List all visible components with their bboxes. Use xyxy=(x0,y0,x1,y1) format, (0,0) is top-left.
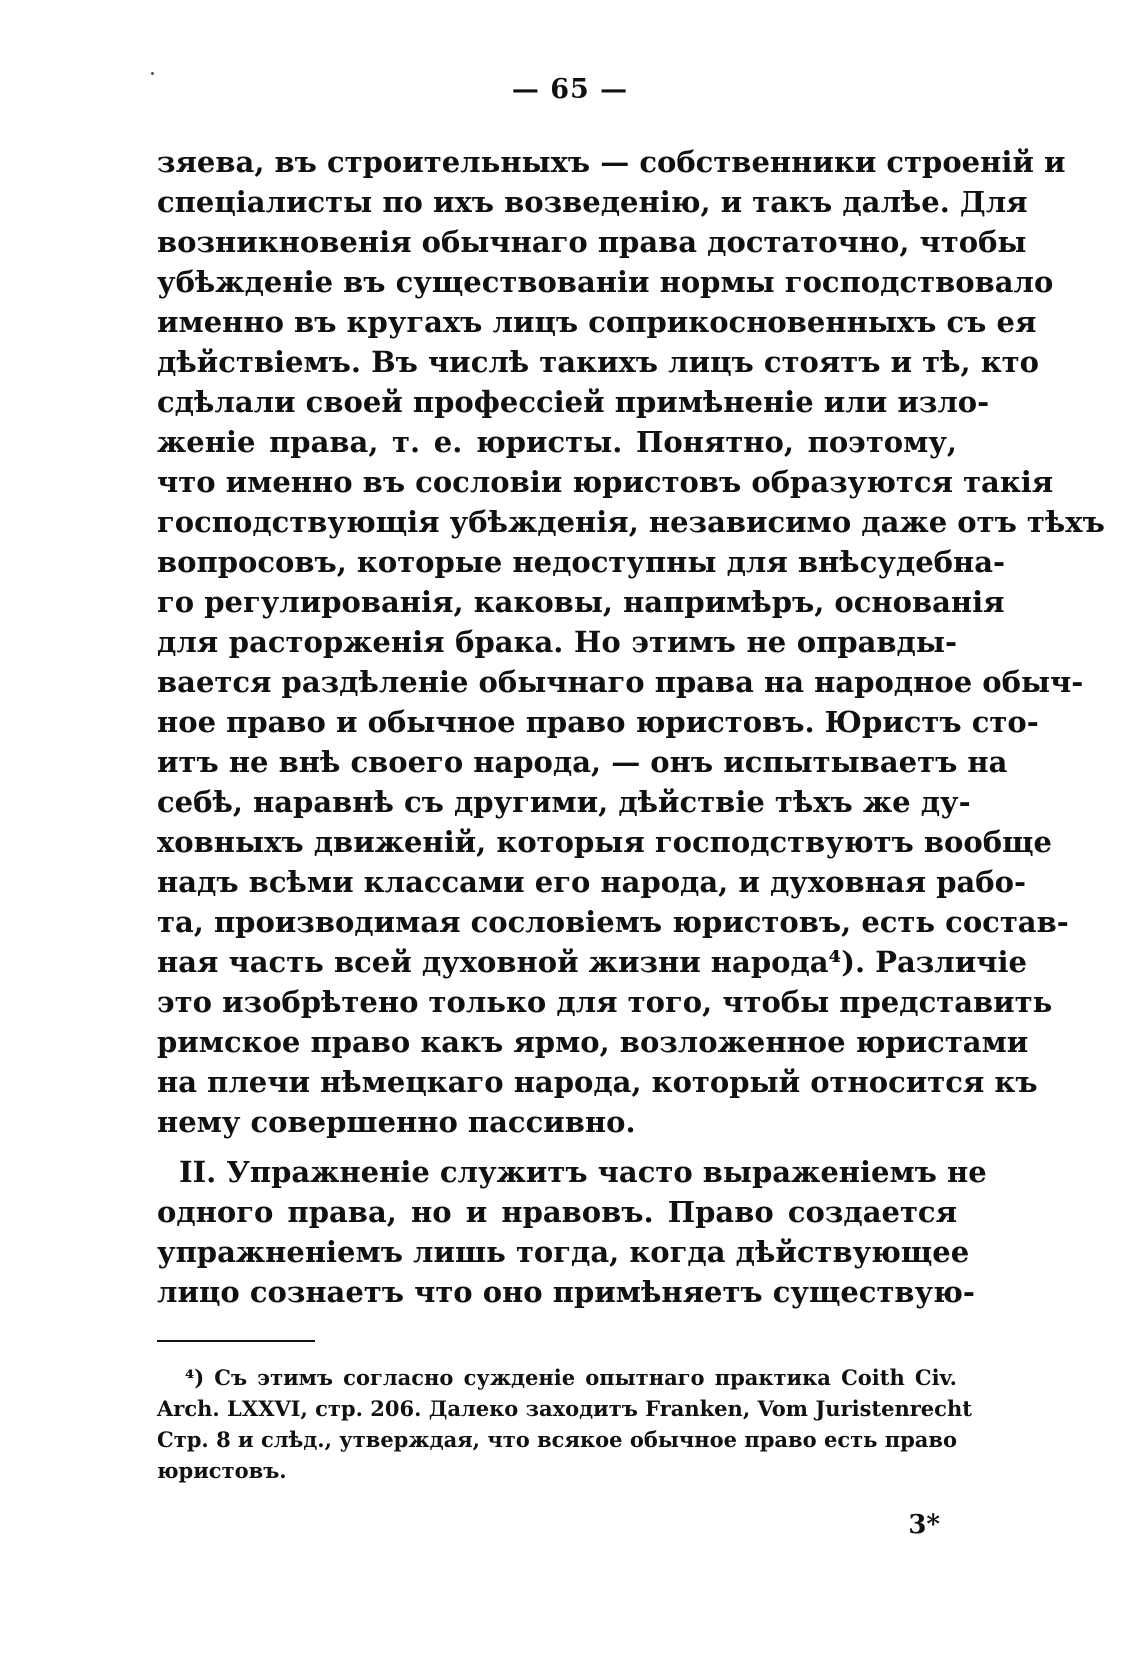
footnote xyxy=(157,1362,972,1486)
text-line: это изобрѣтено только для того, чтобы представить xyxy=(157,985,1053,1019)
text-line: II. Упражненіе служитъ часто выраженіемъ не xyxy=(179,1155,987,1189)
paragraph-1 xyxy=(157,142,1105,1142)
text-line: вается раздѣленіе обычнаго права на народное обыч- xyxy=(157,665,1084,699)
text-line: вопросовъ, которые недоступны для внѣсудебна- xyxy=(157,545,1006,579)
text-line: го регулированія, каковы, напримѣръ, основанія xyxy=(157,585,1005,619)
text-line: римское право какъ ярмо, возложенное юристами xyxy=(157,1025,1029,1059)
text-line: что именно въ сословіи юристовъ образуются такія xyxy=(157,465,1054,499)
text-line: одного права, но и нравовъ. Право создается xyxy=(157,1195,957,1229)
text-line: зяева, въ строительныхъ — собственники строеній и xyxy=(157,145,1066,179)
main-text xyxy=(157,142,1105,1312)
page-number: — 65 — xyxy=(511,74,629,105)
footnote-line: ⁴) Съ этимъ согласно сужденіе опытнаго практика Coith Civ. xyxy=(185,1365,957,1390)
text-line: лицо сознаетъ что оно примѣняетъ существую- xyxy=(157,1275,975,1309)
text-line: спеціалисты по ихъ возведенію, и такъ далѣе. Для xyxy=(157,185,1028,219)
text-line: ховныхъ движеній, которыя господствуютъ вообще xyxy=(157,825,1052,859)
text-line: убѣжденіе въ существованіи нормы господствовало xyxy=(157,265,1054,299)
text-line: упражненіемъ лишь тогда, когда дѣйствующее xyxy=(157,1235,970,1269)
text-line: именно въ кругахъ лицъ соприкосновенныхъ съ ея xyxy=(157,305,1037,339)
text-line: нему совершенно пассивно. xyxy=(157,1105,636,1139)
text-line: для расторженія брака. Но этимъ не оправды- xyxy=(157,625,957,659)
text-line: сдѣлали своей профессіей примѣненіе или изло- xyxy=(157,385,990,419)
footnote-line: Стр. 8 и слѣд., утверждая, что всякое обычное право есть право xyxy=(157,1427,957,1452)
text-line: дѣйствіемъ. Въ числѣ такихъ лицъ стоятъ и тѣ, кто xyxy=(157,345,1039,379)
footnote-line: юристовъ. xyxy=(157,1458,287,1483)
paragraph-gap xyxy=(157,1142,957,1152)
text-line: итъ не внѣ своего народа, — онъ испытываетъ на xyxy=(157,745,1008,779)
text-line: на плечи нѣмецкаго народа, который относится къ xyxy=(157,1065,1038,1099)
printer-signature-mark: 3* xyxy=(908,1510,940,1540)
text-line: женіе права, т. е. юристы. Понятно, поэтому, xyxy=(157,425,957,459)
text-line: господствующія убѣжденія, независимо даже отъ тѣхъ xyxy=(157,505,1105,539)
text-line: та, производимая сословіемъ юристовъ, есть состав- xyxy=(157,905,1069,939)
footnote-line: Arch. LXXVI, стр. 206. Далеко заходитъ Franken, Vom Juristenrecht xyxy=(157,1396,972,1421)
text-line: ное право и обычное право юристовъ. Юристъ сто- xyxy=(157,705,1039,739)
footnote-divider xyxy=(157,1340,315,1342)
text-line: ная часть всей духовной жизни народа⁴). Различіе xyxy=(157,945,1027,979)
text-line: возникновенія обычнаго права достаточно, чтобы xyxy=(157,225,1027,259)
paragraph-2 xyxy=(157,1152,987,1312)
text-line: себѣ, наравнѣ съ другими, дѣйствіе тѣхъ же ду- xyxy=(157,785,971,819)
text-line: надъ всѣми классами его народа, и духовная рабо- xyxy=(157,865,1026,899)
